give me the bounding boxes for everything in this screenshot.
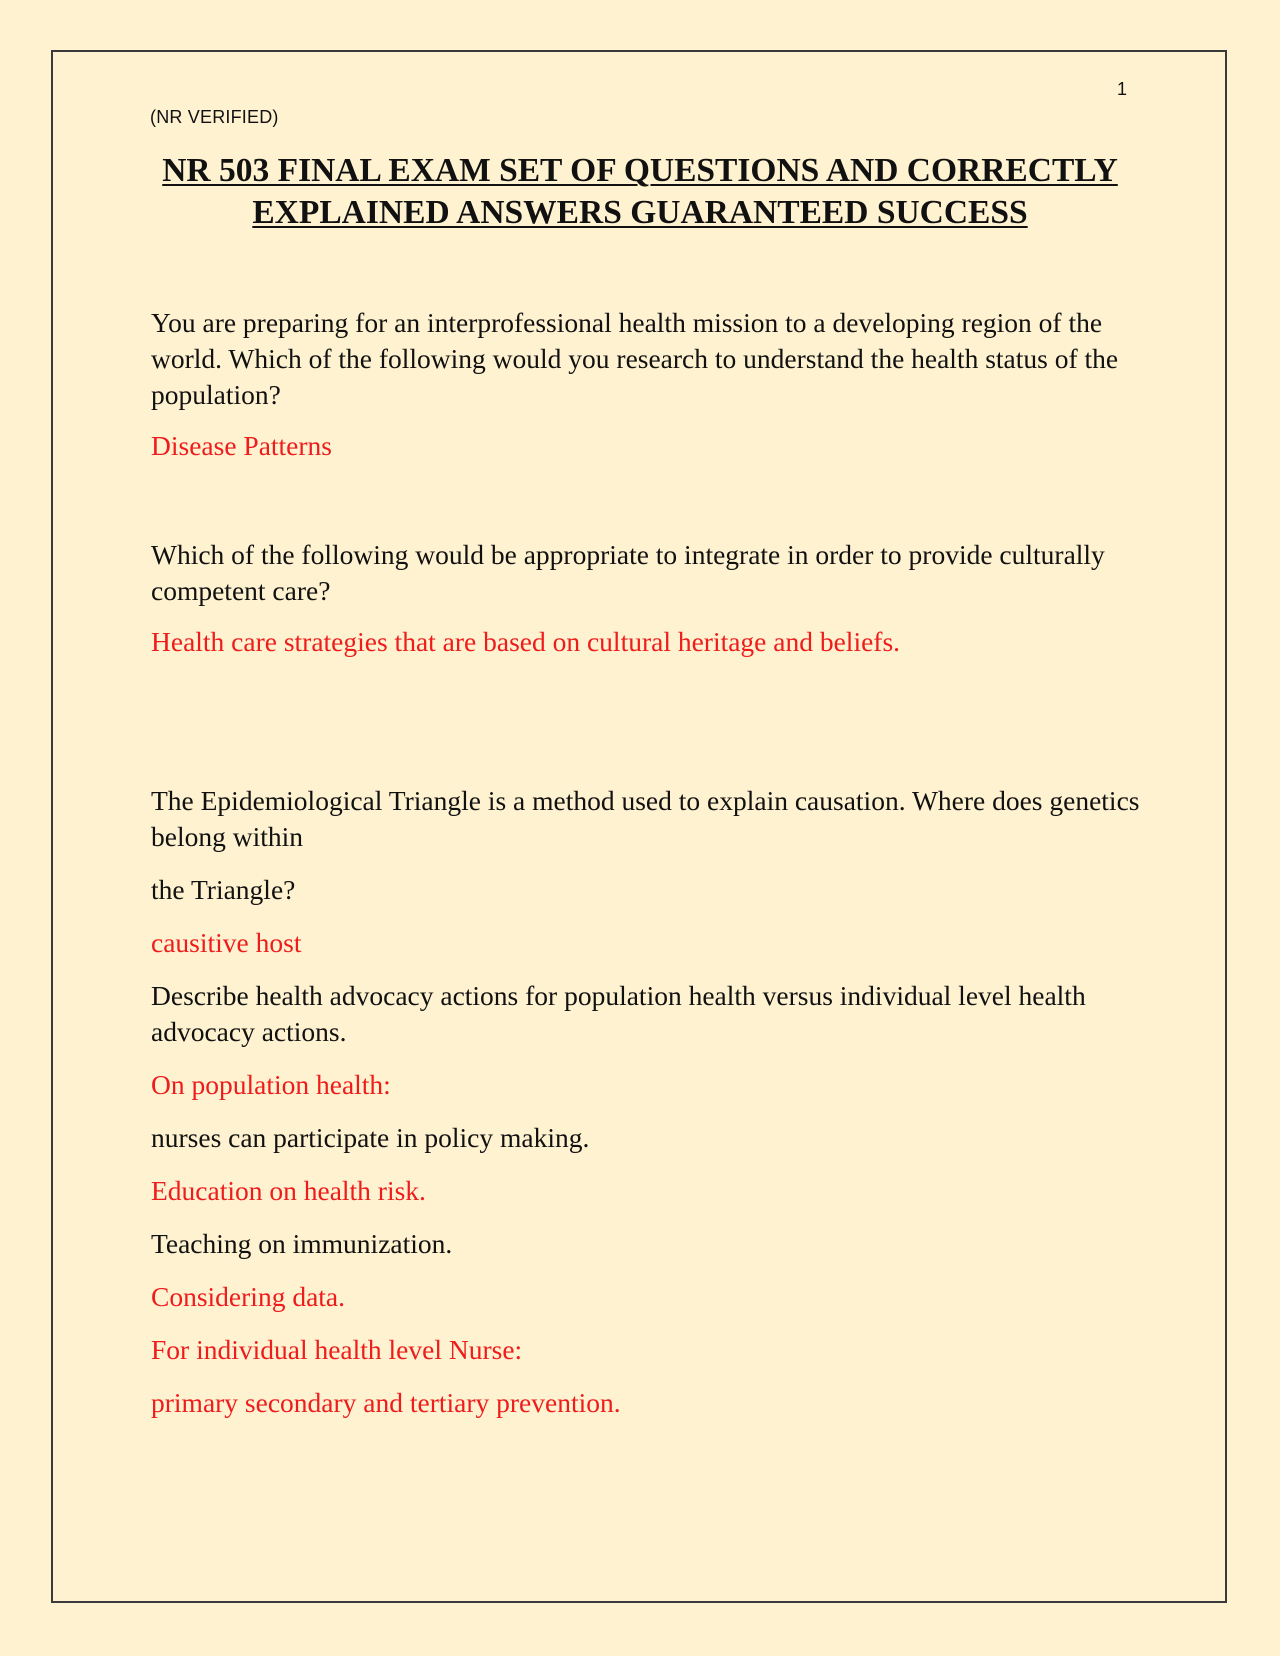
answer-3: causitive host bbox=[151, 927, 302, 958]
answer-4-individual-line: primary secondary and tertiary prevention. bbox=[151, 1387, 621, 1418]
question-3: The Epidemiological Triangle is a method used to explain causation. Where does genetics belong within bbox=[151, 785, 1140, 852]
answer-1: Disease Patterns bbox=[151, 430, 332, 461]
answer-4-line-2: Education on health risk. bbox=[151, 1175, 426, 1206]
title-line-2: EXPLAINED ANSWERS GUARANTEED SUCCESS bbox=[252, 194, 1028, 231]
question-2: Which of the following would be appropriate to integrate in order to provide culturally competent care? bbox=[151, 539, 1105, 606]
answer-4-line-3: Teaching on immunization. bbox=[151, 1228, 453, 1259]
answer-4-line-1: nurses can participate in policy making. bbox=[151, 1122, 590, 1153]
question-4: Describe health advocacy actions for population health versus individual level health advocacy actions. bbox=[151, 980, 1086, 1047]
title-line-1: NR 503 FINAL EXAM SET OF QUESTIONS AND CORRECTLY bbox=[162, 152, 1118, 189]
document-title bbox=[140, 150, 1140, 234]
question-3-continued: the Triangle? bbox=[151, 874, 296, 905]
question-1: You are preparing for an interprofessional health mission to a developing region of the world. Which of the following would you research to understand the health status of the population? bbox=[151, 307, 1119, 410]
answer-2: Health care strategies that are based on cultural heritage and beliefs. bbox=[151, 626, 901, 657]
verified-label: (NR VERIFIED) bbox=[150, 107, 279, 127]
answer-4-heading: On population health: bbox=[151, 1069, 391, 1100]
answer-4-line-4: Considering data. bbox=[151, 1281, 345, 1312]
answer-4-individual-heading: For individual health level Nurse: bbox=[151, 1334, 523, 1365]
page-number: 1 bbox=[1117, 79, 1128, 99]
